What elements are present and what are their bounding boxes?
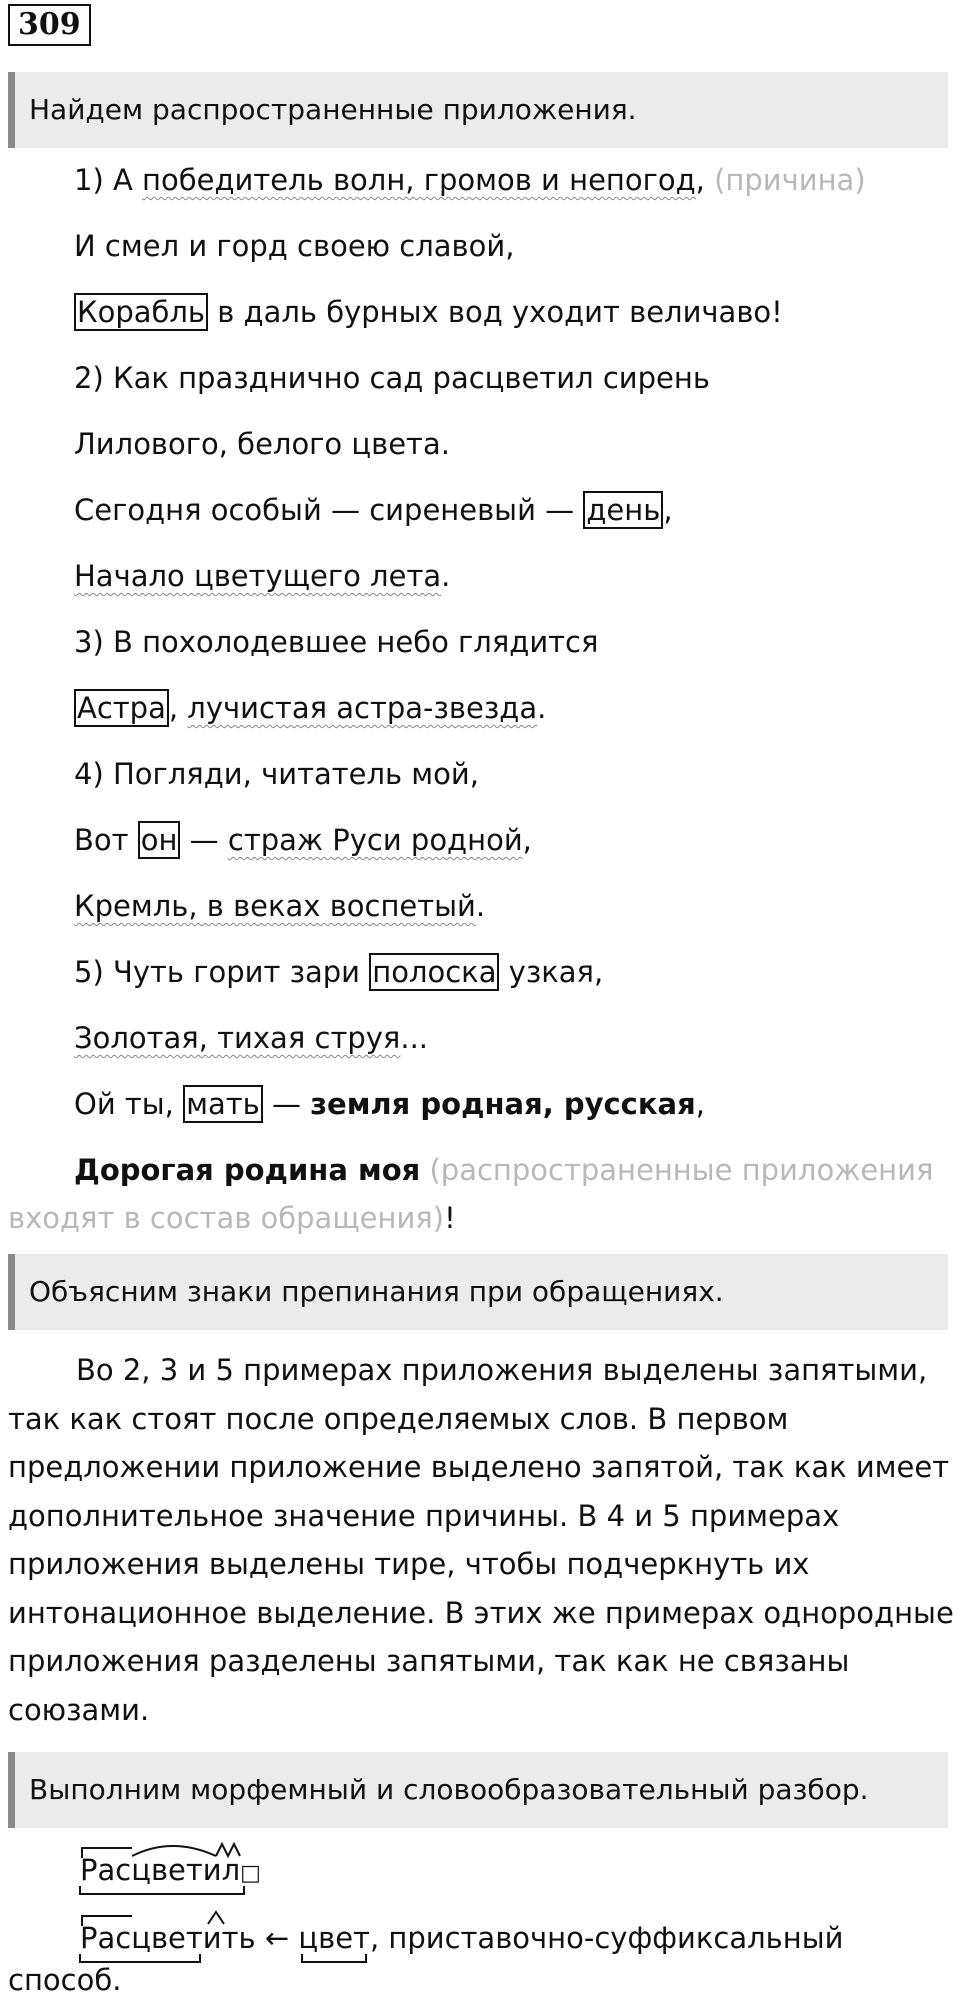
section-header-morphemic	[8, 1752, 948, 1828]
poem-line-12	[74, 888, 485, 924]
note: (распространенные приложения	[420, 1153, 934, 1187]
text: —	[262, 1087, 311, 1121]
text: 1) А	[74, 163, 143, 197]
poem-line-8: 3) В похолодевшее небо глядится	[74, 625, 599, 659]
morpheme-marks-2	[76, 1904, 276, 1928]
appositive: победитель волн, громов и непогод	[142, 163, 696, 197]
defined-word: полоска	[369, 953, 499, 991]
section-title: Объясним знаки препинания при обращениях.	[29, 1275, 724, 1308]
text: ,	[695, 1087, 705, 1121]
text: —	[180, 823, 228, 857]
poem-line-6	[74, 492, 673, 528]
section-title: Выполним морфемный и словообразовательный разбор.	[29, 1773, 869, 1806]
text: Сегодня особый — сиреневый —	[74, 493, 584, 527]
defined-word: он	[138, 821, 181, 859]
text: ,	[695, 163, 705, 197]
poem-line-13	[74, 954, 603, 990]
poem-line-17	[8, 1200, 456, 1236]
defined-word: день	[583, 491, 663, 529]
text: 5) Чуть горит зари	[74, 955, 370, 989]
exercise-number: 309	[8, 4, 91, 46]
defined-word: мать	[183, 1085, 263, 1123]
poem-line-10: 4) Погляди, читатель мой,	[74, 757, 479, 791]
method-line-2: способ.	[8, 1963, 122, 1997]
text: узкая,	[499, 955, 604, 989]
morpheme-marks-1	[76, 1836, 256, 1860]
text: .	[475, 889, 486, 923]
text: !	[444, 1201, 456, 1235]
explanation-paragraph	[8, 1346, 958, 1734]
paragraph-text: Во 2, 3 и 5 примерах приложения выделены запятыми, так как стоят после определяемых слов. В первом предложении приложение выделено запятой, так как имеет дополнительное значение причины. В 4 и 5 примерах приложения выделены тире, чтобы подчеркнуть их интонационное выделение. В этих же примерах однородные приложения разделены запятыми, так как не связаны союзами.	[8, 1353, 954, 1727]
note: входят в состав обращения)	[8, 1201, 445, 1235]
text: Вот	[74, 823, 138, 857]
poem-line-11	[74, 822, 532, 858]
poem-line-9	[74, 690, 546, 726]
appositive: лучистая астра-звезда	[187, 691, 538, 725]
text: ,	[663, 493, 673, 527]
poem-line-5: Лилового, белого цвета.	[74, 427, 450, 461]
text: в даль бурных вод уходит величаво!	[208, 295, 783, 329]
text: ...	[400, 1021, 429, 1055]
bold-appositive: Дорогая родина моя	[74, 1153, 421, 1187]
method: , приставочно-суффиксальный	[369, 1921, 844, 1955]
section-header-punctuation	[8, 1254, 948, 1330]
word: Расцветил	[80, 1853, 241, 1887]
suffix-mark	[208, 1912, 224, 1924]
section-header-appositives	[8, 72, 948, 148]
poem-line-16	[74, 1152, 933, 1188]
text: ,	[522, 823, 532, 857]
poem-line-2: И смел и горд своею славой,	[74, 229, 515, 263]
prefix-mark	[82, 1848, 132, 1858]
suffix-mark	[216, 1844, 240, 1856]
poem-line-15	[74, 1086, 705, 1122]
appositive: страж Руси родной	[227, 823, 523, 857]
derived-word: Расцветить	[80, 1921, 256, 1955]
defined-word: Астра	[74, 689, 169, 727]
source-root: цвет	[298, 1921, 370, 1955]
prefix-mark	[82, 1916, 132, 1926]
poem-line-7	[74, 558, 450, 594]
defined-word: Корабль	[74, 293, 208, 331]
text: .	[537, 691, 547, 725]
poem-line-14	[74, 1020, 428, 1056]
appositive: Золотая, тихая струя	[74, 1021, 401, 1055]
poem-line-4: 2) Как празднично сад расцветил сирень	[74, 361, 710, 395]
root-arc	[132, 1846, 216, 1856]
appositive: Кремль, в веках воспетый	[74, 889, 476, 923]
section-title: Найдем распространенные приложения.	[29, 93, 637, 126]
zero-ending-box: □	[240, 1861, 261, 1886]
arrow: ←	[255, 1921, 299, 1955]
appositive: Начало цветущего лета	[74, 559, 442, 593]
bold-appositive: земля родная, русская	[310, 1087, 696, 1121]
text: Ой ты,	[74, 1087, 184, 1121]
text: .	[441, 559, 451, 593]
poem-line-3	[74, 294, 783, 330]
poem-line-1	[74, 162, 866, 198]
note: (причина)	[714, 163, 866, 197]
stem-underline-1	[76, 1884, 256, 1896]
text: ,	[168, 691, 188, 725]
